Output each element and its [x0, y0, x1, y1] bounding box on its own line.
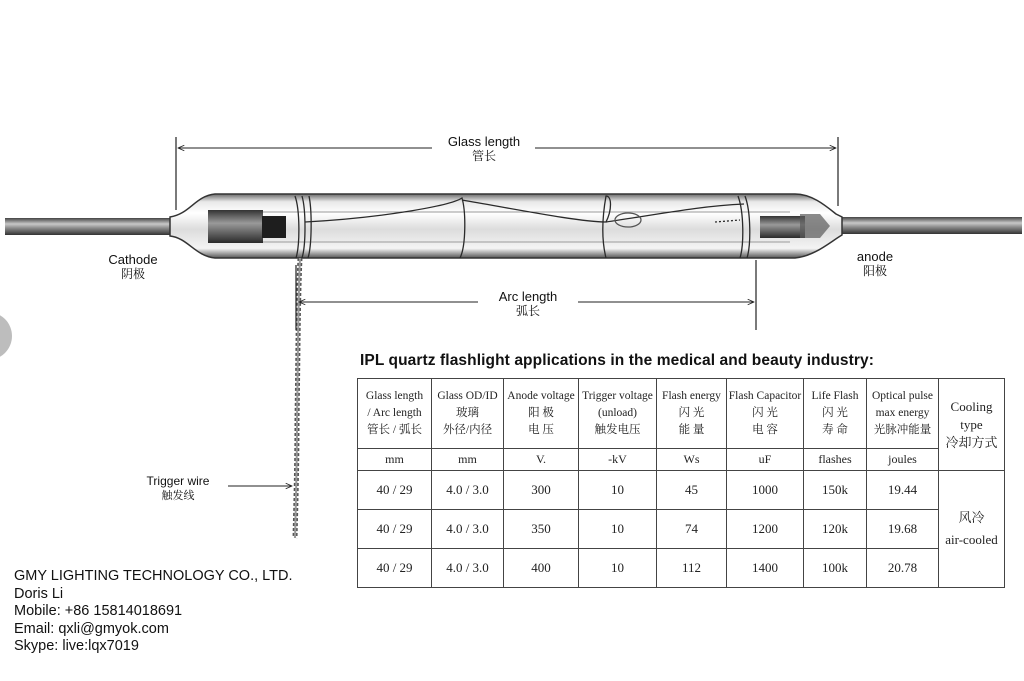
contact-skype: Skype: live:lqx7019 [14, 638, 139, 654]
column-header-line: Glass length [365, 390, 424, 402]
cooling-zh: 风冷 [958, 510, 985, 525]
table-cell: 10 [579, 549, 657, 588]
cooling-en: air-cooled [945, 532, 998, 547]
column-header-line: Trigger voltage [582, 390, 653, 402]
table-cell: 4.0 / 3.0 [432, 471, 504, 510]
cooling-header [939, 379, 1005, 471]
column-header [358, 379, 432, 449]
unit-cell: V. [504, 449, 579, 471]
glass-length-label-zh: 管长 [471, 149, 496, 163]
column-header-line: Glass OD/ID [437, 390, 498, 402]
table-cell: 1000 [727, 471, 804, 510]
column-header [867, 379, 939, 449]
column-header-line: 阳 极 [528, 407, 554, 419]
table-cell: 4.0 / 3.0 [432, 510, 504, 549]
arc-length-label-en: Arc length [498, 289, 558, 304]
table-cell: 1400 [727, 549, 804, 588]
table-cell: 150k [804, 471, 867, 510]
anode-label [842, 249, 908, 279]
column-header-line: Flash energy [662, 390, 721, 402]
unit-cell: mm [432, 449, 504, 471]
trigger-wire-label [136, 474, 220, 504]
table-cell: 120k [804, 510, 867, 549]
table-cell: 40 / 29 [358, 549, 432, 588]
unit-cell: -kV [579, 449, 657, 471]
column-header-line: 闪 光 [678, 407, 705, 419]
column-header-line: / Arc length [367, 407, 422, 419]
units-row [358, 449, 1005, 471]
table-cell: 19.68 [867, 510, 939, 549]
anode-electrode [760, 216, 805, 238]
table-title: IPL quartz flashlight applications in the medical and beauty industry: [360, 352, 874, 369]
table-cell: 74 [657, 510, 727, 549]
column-header-line: Flash Capacitor [728, 390, 802, 402]
column-header-line: 闪 光 [822, 407, 848, 419]
cooling-header-line: 冷却方式 [945, 434, 998, 450]
column-header [432, 379, 504, 449]
anode-lead [840, 217, 1022, 234]
header-row [358, 379, 1005, 449]
table-cell: 1200 [727, 510, 804, 549]
table-cell: 10 [579, 510, 657, 549]
glass-length-label [432, 134, 536, 164]
table-cell: 4.0 / 3.0 [432, 549, 504, 588]
table-cell: 40 / 29 [358, 510, 432, 549]
cathode-label-zh: 阴极 [120, 267, 145, 281]
contact-block [14, 568, 293, 656]
column-header [579, 379, 657, 449]
table-cell: 10 [579, 471, 657, 510]
column-header-line: Anode voltage [507, 390, 575, 402]
table-row [358, 471, 1005, 510]
table-row [358, 510, 1005, 549]
cathode-label [96, 252, 170, 282]
cathode-lead [5, 218, 177, 235]
anode-label-en: anode [856, 249, 894, 264]
cooling-header-line: type [960, 416, 983, 432]
column-header [727, 379, 804, 449]
column-header-line: max energy [875, 407, 930, 419]
table-cell: 112 [657, 549, 727, 588]
spec-table [357, 378, 1005, 588]
table-cell: 350 [504, 510, 579, 549]
column-header-line: 电 容 [752, 424, 778, 436]
table-cell: 19.44 [867, 471, 939, 510]
column-header-line: 光脉冲能量 [873, 424, 932, 436]
table-cell: 45 [657, 471, 727, 510]
contact-mobile: Mobile: +86 15814018691 [14, 603, 183, 619]
anode-label-zh: 阳极 [862, 264, 887, 278]
unit-cell: flashes [804, 449, 867, 471]
column-header-line: 管长 / 弧长 [367, 424, 422, 436]
unit-cell: Ws [657, 449, 727, 471]
column-header-line: 寿 命 [822, 424, 848, 436]
contact-email: Email: qxli@gmyok.com [14, 620, 169, 637]
trigger-wire-label-zh: 触发线 [161, 490, 195, 502]
unit-cell: mm [358, 449, 432, 471]
cooling-header-line: Cooling [950, 398, 993, 414]
table-row [358, 549, 1005, 588]
table-cell: 40 / 29 [358, 471, 432, 510]
table-cell: 400 [504, 549, 579, 588]
cathode-label-en: Cathode [108, 252, 158, 267]
contact-name: Doris Li [14, 585, 64, 602]
column-header-line: 玻璃 [456, 407, 479, 419]
column-header-line: 电 压 [528, 424, 554, 436]
column-header-line: (unload) [598, 407, 637, 419]
unit-cell: joules [867, 449, 939, 471]
column-header-line: 触发电压 [594, 424, 641, 436]
column-header-line: 能 量 [678, 424, 705, 436]
column-header [804, 379, 867, 449]
table-cell: 20.78 [867, 549, 939, 588]
table-cell: 300 [504, 471, 579, 510]
column-header-line: 闪 光 [752, 407, 778, 419]
cooling-cell [939, 471, 1005, 588]
column-header-line: 外径/内径 [442, 424, 493, 436]
glass-length-label-en: Glass length [447, 134, 521, 149]
company-name: GMY LIGHTING TECHNOLOGY CO., LTD. [14, 568, 293, 584]
column-header-line: Optical pulse [872, 390, 933, 402]
column-header [657, 379, 727, 449]
arc-length-label [476, 289, 580, 319]
column-header-line: Life Flash [811, 390, 859, 402]
cathode-electrode [208, 210, 263, 243]
table-cell: 100k [804, 549, 867, 588]
trigger-wire-label-en: Trigger wire [146, 474, 210, 488]
unit-cell: uF [727, 449, 804, 471]
column-header [504, 379, 579, 449]
arc-length-label-zh: 弧长 [515, 304, 540, 318]
